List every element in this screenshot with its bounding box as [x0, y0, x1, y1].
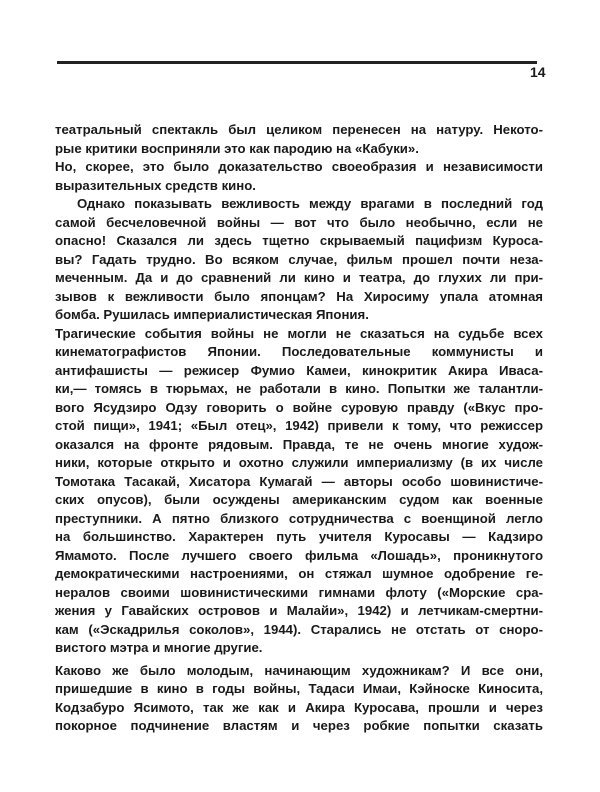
- paragraph: [55, 325, 543, 658]
- text-line: зывов к вежливости было японцам? На Хиросиму упала атомная: [55, 288, 543, 304]
- text-line: театральный спектакль был целиком перенесен на натуру. Некото-: [55, 122, 543, 137]
- page-number: 14: [530, 64, 546, 80]
- text-line: на большинство. Характерен путь учителя Куросавы — Кадзиро: [55, 529, 543, 544]
- text-line: кинематографистов Японии. Последовательные коммунисты и: [55, 344, 543, 359]
- text-line: кам («Эскадрилья соколов», 1944). Старались не отстать от сноро-: [55, 621, 543, 637]
- text-line: выразительных средств кино.: [55, 177, 256, 193]
- paragraph: [55, 121, 543, 158]
- text-line: ки,— томясь в тюрьмах, не работали в кино. Попытки же талантли-: [55, 381, 543, 396]
- text-line: самой бесчеловечной войны — вот что было необычно, если не: [55, 214, 543, 230]
- body-text: [55, 121, 543, 736]
- text-line: стой пищи», 1941; «Был отец», 1942) привели к тому, что режиссер: [55, 418, 543, 433]
- text-line: Томотака Тасакай, Хисатора Кумагай — авторы особо шовинистиче-: [55, 473, 543, 489]
- text-line: антифашисты — режисер Фумио Камеи, кинокритик Акира Иваса-: [55, 362, 543, 378]
- text-line: опасно! Сказался ли здесь тщетно скрываемый пацифизм Куроса-: [55, 233, 543, 248]
- text-line: Но, скорее, это было доказательство своеобразия и независимости: [55, 159, 543, 174]
- text-line: Ямамото. После лучшего своего фильма «Лошадь», проникнутого: [55, 547, 543, 563]
- text-line: жения у Гавайских островов и Малайи», 1942) и летчикам-смертни-: [55, 603, 543, 618]
- text-line: демократическими настроениями, он стяжал шумное одобрение ге-: [55, 566, 543, 581]
- text-line: ники, которые открыто и охотно служили империализму (в их числе: [55, 455, 543, 470]
- paragraph: [55, 195, 543, 325]
- text-line: нералов своими шовинистическими гимнами флоту («Морские сра-: [55, 584, 543, 600]
- text-line: рые критики восприняли это как пародию на «Кабуки».: [55, 140, 419, 156]
- text-line: меченным. Да и до сравнений ли кино и театра, до глухих ли при-: [55, 270, 543, 285]
- text-line: вы? Гадать трудно. Во всяком случае, фильм прошел почти неза-: [55, 251, 543, 267]
- paragraph: [55, 158, 543, 195]
- text-line: Трагические события войны не могли не сказаться на судьбе всех: [55, 325, 543, 341]
- header-rule: [57, 61, 537, 64]
- text-line: оказался на фронте рядовым. Правда, те не очень многие худож-: [55, 436, 543, 452]
- text-line: бомба. Рушилась империалистическая Япония.: [55, 307, 369, 322]
- text-line: покорное подчинение властям и через робкие попытки сказать: [55, 718, 543, 733]
- text-line: вистого мэтра и многие другие.: [55, 640, 263, 655]
- text-line: пришедшие в кино в годы войны, Тадаси Имаи, Кэйноске Киносита,: [55, 681, 543, 696]
- text-line: преступники. А пятно близкого сотрудничества с военщиной легло: [55, 510, 543, 526]
- text-line: ских опусов), были осуждены американским судом как военные: [55, 492, 543, 507]
- text-line: Каково же было молодым, начинающим художникам? И все они,: [55, 662, 543, 678]
- paragraph: [55, 662, 543, 736]
- text-line: Кодзабуро Ясимото, так же как и Акира Куросава, прошли и через: [55, 699, 543, 715]
- text-line: вого Ясудзиро Одзу говорить о войне суровую правду («Вкус про-: [55, 399, 543, 415]
- text-line: Однако показывать вежливость между врагами в последний год: [77, 196, 543, 211]
